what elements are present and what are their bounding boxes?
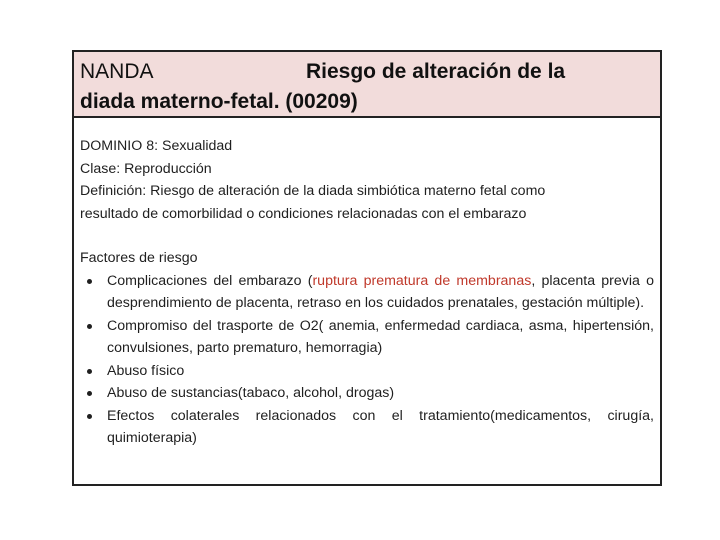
card-body	[74, 118, 660, 450]
bullet-icon	[87, 324, 92, 329]
risk-factors-list	[80, 270, 654, 450]
spacer	[80, 225, 654, 247]
list-item	[80, 360, 654, 383]
bullet-icon	[87, 279, 92, 284]
risk-factor-text: Abuso físico	[107, 362, 185, 379]
risk-factor-text: Abuso de sustancias(tabaco, alcohol, drogas)	[107, 385, 395, 401]
header-row	[80, 57, 654, 87]
highlighted-text: ruptura prematura de membranas	[312, 272, 532, 289]
list-item	[80, 405, 654, 450]
nanda-label: NANDA	[80, 60, 154, 83]
bullet-icon	[87, 414, 92, 419]
diagnosis-title-part2: diada materno-fetal. (00209)	[80, 90, 358, 113]
risk-factor-text: Complicaciones del embarazo (	[107, 272, 313, 289]
class-text: Clase: Reproducción	[80, 160, 212, 177]
card-header	[74, 52, 660, 118]
risk-factor-text: Compromiso del trasporte de O2( anemia, enfermedad cardiaca, asma, hipertensión, convulsiones, parto prematuro, hemorragia)	[107, 317, 654, 356]
list-item	[80, 382, 654, 405]
risk-factor-text: Efectos colaterales relacionados con el tratamiento(medicamentos, cirugía, quimioterapia)	[107, 407, 654, 446]
risk-factor-text: , placenta previa o desprendimiento de placenta, retraso en los cuidados prenatales, gestación múltiple).	[107, 272, 654, 311]
bullet-icon	[87, 391, 92, 396]
domain-text: DOMINIO 8: Sexualidad	[80, 138, 233, 154]
definition-line-2: resultado de comorbilidad o condiciones relacionadas con el embarazo	[80, 205, 527, 222]
nanda-card	[72, 50, 662, 486]
list-item	[80, 315, 654, 360]
diagnosis-title-part1: Riesgo de alteración de la	[306, 60, 566, 83]
definition-line-1: Definición: Riesgo de alteración de la diada simbiótica materno fetal como	[80, 183, 546, 199]
list-item	[80, 270, 654, 315]
risk-factors-heading: Factores de riesgo	[80, 250, 198, 266]
bullet-icon	[87, 369, 92, 374]
